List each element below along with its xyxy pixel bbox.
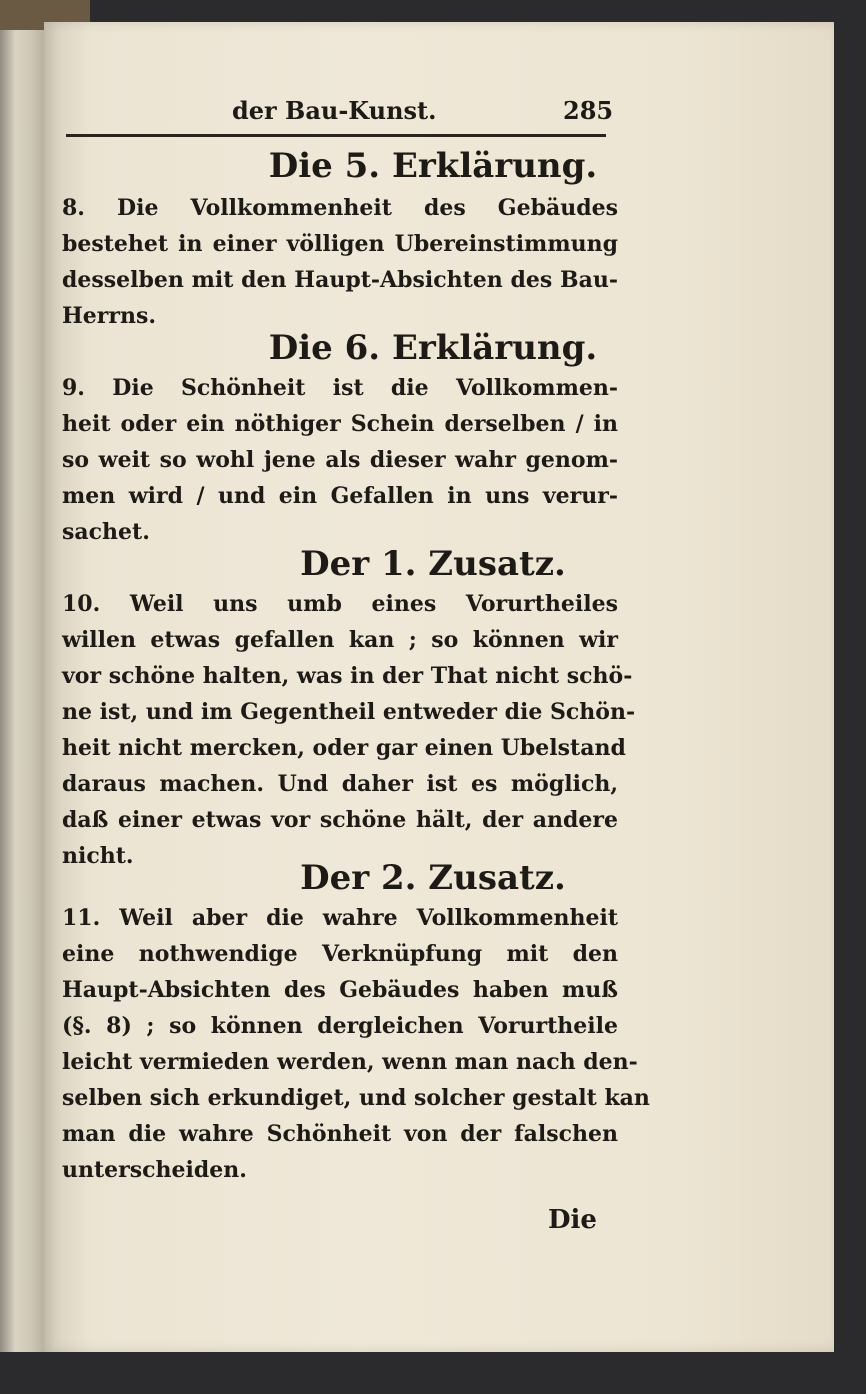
text-line: nicht. <box>62 843 134 869</box>
running-head: der Bau-Kunst. <box>232 96 437 125</box>
background-bottom <box>0 1352 866 1394</box>
section-heading-zusatz-2: Der 2. Zusatz. <box>300 858 566 898</box>
section-heading-5: Die 5. Erklärung. <box>268 146 598 186</box>
text-line: 10. Weil uns umb eines Vorurtheiles <box>62 591 618 617</box>
text-line: 11. Weil aber die wahre Vollkommenheit <box>62 905 618 931</box>
paragraph-9 <box>62 370 618 550</box>
text-line: ne ist, und im Gegentheil entweder die Schön- <box>62 699 636 725</box>
text-line: vor schöne halten, was in der That nicht schö- <box>62 663 633 689</box>
text-line: 8. Die Vollkommenheit des Gebäudes <box>62 195 618 221</box>
page-number: 285 <box>563 96 614 125</box>
text-line: sachet. <box>62 519 150 545</box>
book-spine-edge <box>0 0 44 1394</box>
text-line: daraus machen. Und daher ist es möglich, <box>62 771 618 797</box>
text-line: so weit so wohl jene als dieser wahr genom- <box>62 447 618 473</box>
text-line: (§. 8) ; so können dergleichen Vorurtheile <box>62 1013 618 1039</box>
text-line: heit oder ein nöthiger Schein derselben / in <box>62 411 618 437</box>
text-line: eine nothwendige Verknüpfung mit den <box>62 941 618 967</box>
text-line: daß einer etwas vor schöne hält, der andere <box>62 807 618 833</box>
text-line: bestehet in einer völligen Ubereinstimmung <box>62 231 618 257</box>
text-line: desselben mit den Haupt-Absichten des Bau- <box>62 267 618 293</box>
paragraph-11 <box>62 900 650 1188</box>
text-line: man die wahre Schönheit von der falschen <box>62 1121 618 1147</box>
catchword: Die <box>548 1205 597 1235</box>
text-line: willen etwas gefallen kan ; so können wir <box>62 627 618 653</box>
text-line: leicht vermieden werden, wenn man nach den- <box>62 1049 638 1075</box>
text-line: Haupt-Absichten des Gebäudes haben muß <box>62 977 618 1003</box>
text-line: heit nicht mercken, oder gar einen Ubelstand <box>62 735 626 761</box>
text-line: selben sich erkundiget, und solcher gestalt kan <box>62 1085 650 1111</box>
paragraph-10 <box>62 586 636 874</box>
text-line: Herrns. <box>62 303 157 329</box>
header-rule <box>66 134 606 137</box>
section-heading-6: Die 6. Erklärung. <box>268 328 598 368</box>
section-heading-zusatz-1: Der 1. Zusatz. <box>300 544 566 584</box>
text-line: men wird / und ein Gefallen in uns verur- <box>62 483 618 509</box>
text-line: unterscheiden. <box>62 1157 247 1183</box>
paragraph-8 <box>62 190 618 334</box>
text-line: 9. Die Schönheit ist die Vollkommen- <box>62 375 618 401</box>
